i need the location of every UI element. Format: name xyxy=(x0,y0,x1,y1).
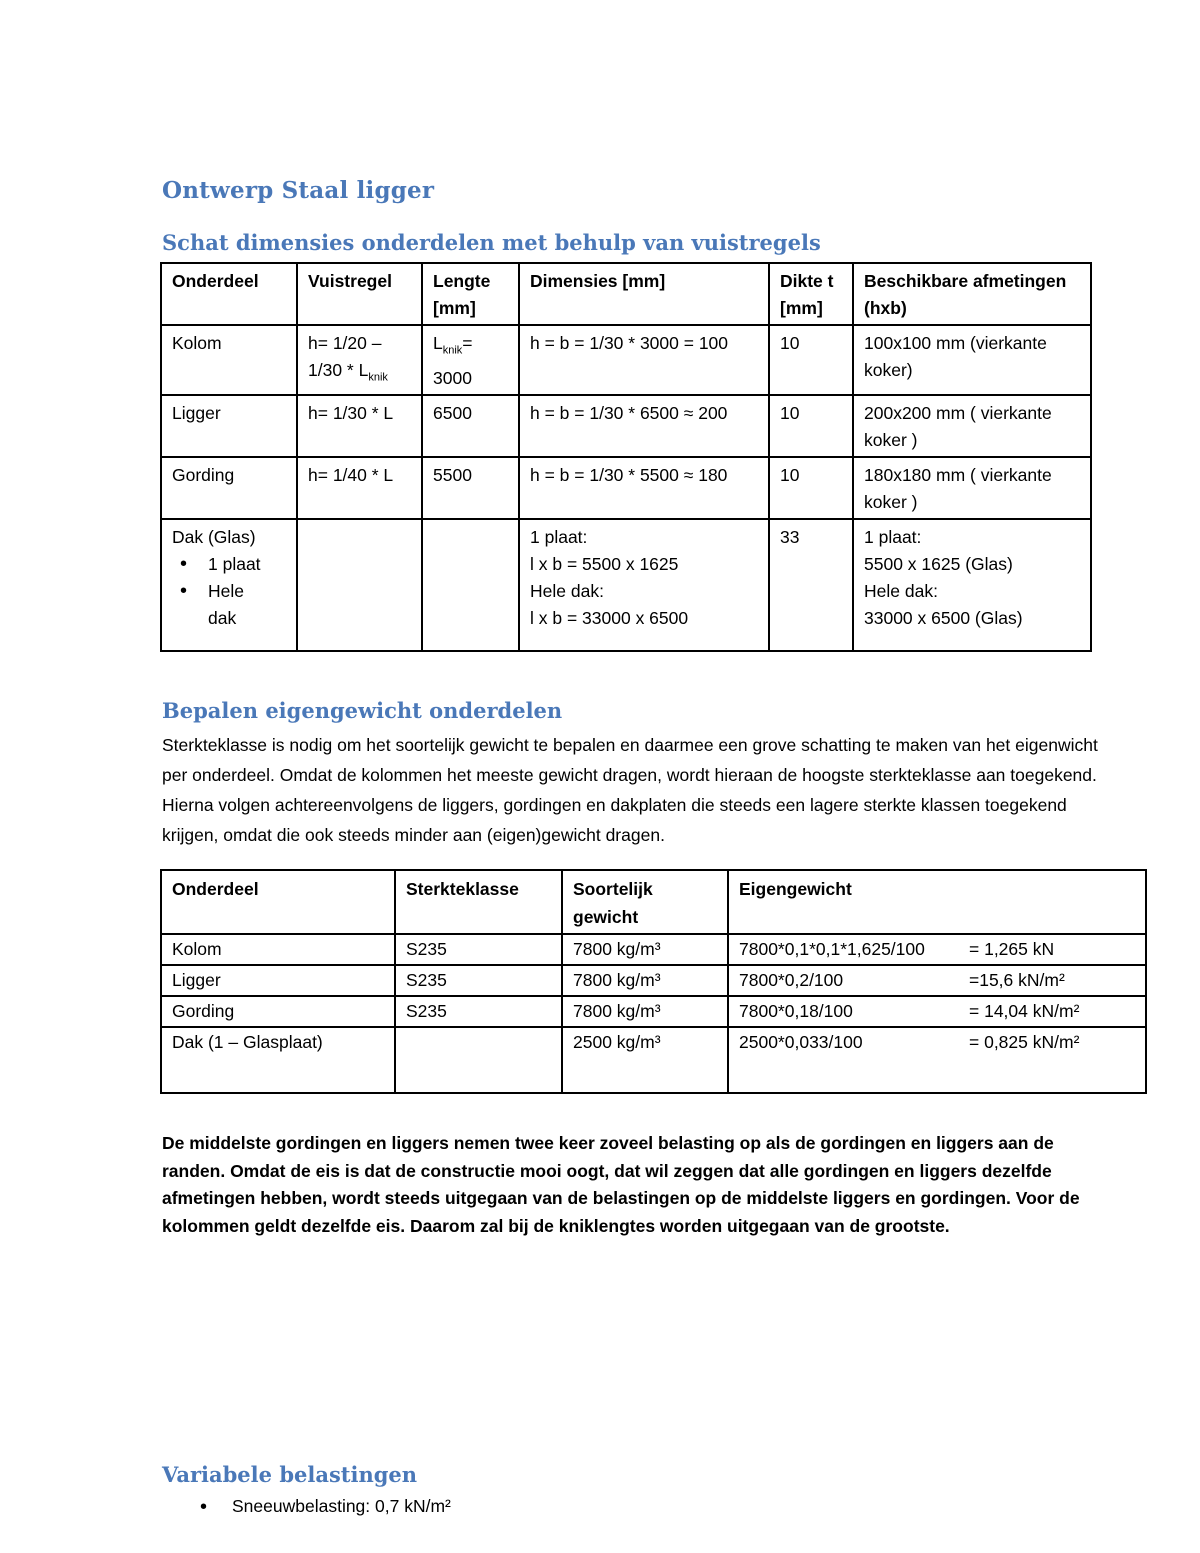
section-heading-self-weight: Bepalen eigengewicht onderdelen xyxy=(162,698,563,723)
table-row xyxy=(161,519,1091,651)
list-item: • 1 plaat xyxy=(208,551,286,578)
dimensions-table xyxy=(160,262,1092,652)
cell-onderdeel xyxy=(161,519,297,651)
self-weight-paragraph: Sterkteklasse is nodig om het soortelijk gewicht te bepalen en daarmee een grove schatting te maken van het eigenwicht per onderdeel. Omdat de kolommen het meeste gewicht dragen, wordt hieraan de hoogste sterkteklasse aan toegekend. Hierna volgen achtereenvolgens de liggers, gordingen en dakplaten die steeds een lagere sterkte klassen toegekend krijgen, omdat die ook steeds minder aan (eigen)gewicht dragen. xyxy=(162,735,1098,845)
page-title: Ontwerp Staal ligger xyxy=(162,177,435,204)
cell-onderdeel: Gording xyxy=(161,996,395,1027)
lengte-eq: = xyxy=(462,333,473,353)
cell-dimensies: h = b = 1/30 * 6500 ≈ 200 xyxy=(519,395,769,457)
cell-eigengewicht xyxy=(728,1027,1146,1093)
cell-eigengewicht xyxy=(728,965,1146,996)
formula: 7800*0,2/100 xyxy=(739,970,844,990)
vuistregel-line: h= 1/20 – xyxy=(308,333,382,353)
cell-lengte xyxy=(422,519,519,651)
cell-onderdeel-label: Dak (Glas) xyxy=(172,526,256,547)
cell-gewicht: 7800 kg/m³ xyxy=(562,996,728,1027)
header-cell: Dimensies [mm] xyxy=(519,263,769,325)
cell-klasse: S235 xyxy=(395,934,562,965)
header-cell: Beschikbare afmetingen (hxb) xyxy=(853,263,1091,325)
afm-line: 5500 x 1625 (Glas) xyxy=(864,553,1013,574)
cell-dimensies: h = b = 1/30 * 3000 = 100 xyxy=(519,325,769,395)
dim-line: l x b = 33000 x 6500 xyxy=(530,607,689,628)
dim-line: l x b = 5500 x 1625 xyxy=(530,553,679,574)
cell-vuistregel xyxy=(297,325,422,395)
cell-dikte: 10 xyxy=(769,325,853,395)
cell-afmetingen: 100x100 mm (vierkante koker) xyxy=(853,325,1091,395)
cell-dimensies xyxy=(519,519,769,651)
cell-afmetingen xyxy=(853,519,1091,651)
cell-gewicht: 7800 kg/m³ xyxy=(562,934,728,965)
table-row xyxy=(161,325,1091,395)
cell-eigengewicht xyxy=(728,996,1146,1027)
header-cell: Sterkteklasse xyxy=(395,870,562,934)
afm-line: Hele dak: xyxy=(864,580,938,601)
section-heading-dimensions: Schat dimensies onderdelen met behulp van vuistregels xyxy=(162,230,821,255)
dim-line: 1 plaat: xyxy=(530,526,588,547)
table-header-row xyxy=(161,870,1146,934)
result: =15,6 kN/m² xyxy=(969,970,1065,990)
subscript: knik xyxy=(368,371,388,384)
cell-onderdeel: Kolom xyxy=(161,934,395,965)
formula: 7800*0,1*0,1*1,625/100 xyxy=(739,939,925,959)
list-item: • Hele dak xyxy=(208,578,248,632)
cell-onderdeel: Gording xyxy=(161,457,297,519)
table-row xyxy=(161,965,1146,996)
header-cell: Onderdeel xyxy=(161,263,297,325)
result: = 1,265 kN xyxy=(969,939,1055,959)
cell-dikte: 10 xyxy=(769,395,853,457)
section-heading-variable-loads: Variabele belastingen xyxy=(162,1462,418,1487)
header-cell: Onderdeel xyxy=(161,870,395,934)
lengte-text: L xyxy=(433,333,443,353)
cell-onderdeel: Dak (1 – Glasplaat) xyxy=(161,1027,395,1093)
loads-note-paragraph: De middelste gordingen en liggers nemen twee keer zoveel belasting op als de gordingen en liggers aan de randen. Omdat de eis is dat de constructie mooi oogt, dat wil zeggen dat alle gordingen en liggers dezelfde afmetingen hebben, wordt steeds uitgegaan van de belastingen op de middelste liggers en gordingen. Voor de kolommen geldt dezelfde eis. Daarom zal bij de kniklengtes worden uitgegaan van de grootste. xyxy=(162,1133,1080,1236)
header-cell: Vuistregel xyxy=(297,263,422,325)
cell-dimensies: h = b = 1/30 * 5500 ≈ 180 xyxy=(519,457,769,519)
vuistregel-line xyxy=(308,357,411,392)
formula: 7800*0,18/100 xyxy=(739,1001,853,1021)
cell-afmetingen: 180x180 mm ( vierkante koker ) xyxy=(853,457,1091,519)
cell-klasse: S235 xyxy=(395,996,562,1027)
list-item-text: Sneeuwbelasting: 0,7 kN/m² xyxy=(232,1496,451,1516)
variable-loads-list xyxy=(200,1496,451,1517)
result: = 0,825 kN/m² xyxy=(969,1032,1080,1052)
cell-dikte: 10 xyxy=(769,457,853,519)
table-row xyxy=(161,934,1146,965)
list-item xyxy=(200,1496,451,1517)
onderdeel-bullet-list xyxy=(172,551,286,632)
header-cell: Soortelijk gewicht xyxy=(562,870,728,934)
afm-line: 33000 x 6500 (Glas) xyxy=(864,607,1023,628)
cell-vuistregel: h= 1/40 * L xyxy=(297,457,422,519)
cell-dikte: 33 xyxy=(769,519,853,651)
header-cell: Lengte [mm] xyxy=(422,263,519,325)
lengte-line xyxy=(433,330,508,365)
cell-lengte: 6500 xyxy=(422,395,519,457)
table-row xyxy=(161,996,1146,1027)
subscript: knik xyxy=(442,344,463,357)
cell-gewicht: 7800 kg/m³ xyxy=(562,965,728,996)
self-weight-table xyxy=(160,869,1147,1094)
result: = 14,04 kN/m² xyxy=(969,1001,1080,1021)
cell-gewicht: 2500 kg/m³ xyxy=(562,1027,728,1093)
cell-onderdeel: Kolom xyxy=(161,325,297,395)
vuistregel-text: 1/30 * L xyxy=(308,360,369,380)
table-header-row xyxy=(161,263,1091,325)
table-row xyxy=(161,457,1091,519)
header-cell: Dikte t [mm] xyxy=(769,263,853,325)
cell-vuistregel xyxy=(297,519,422,651)
header-cell: Eigengewicht xyxy=(728,870,1146,934)
lengte-value: 3000 xyxy=(433,367,472,388)
cell-lengte: 5500 xyxy=(422,457,519,519)
cell-afmetingen: 200x200 mm ( vierkante koker ) xyxy=(853,395,1091,457)
cell-lengte xyxy=(422,325,519,395)
cell-klasse xyxy=(395,1027,562,1093)
dim-line: Hele dak: xyxy=(530,580,604,601)
table-row xyxy=(161,1027,1146,1093)
cell-eigengewicht xyxy=(728,934,1146,965)
cell-onderdeel: Ligger xyxy=(161,965,395,996)
cell-klasse: S235 xyxy=(395,965,562,996)
formula: 2500*0,033/100 xyxy=(739,1032,863,1052)
cell-vuistregel: h= 1/30 * L xyxy=(297,395,422,457)
afm-line: 1 plaat: xyxy=(864,526,922,547)
table-row xyxy=(161,395,1091,457)
cell-onderdeel: Ligger xyxy=(161,395,297,457)
